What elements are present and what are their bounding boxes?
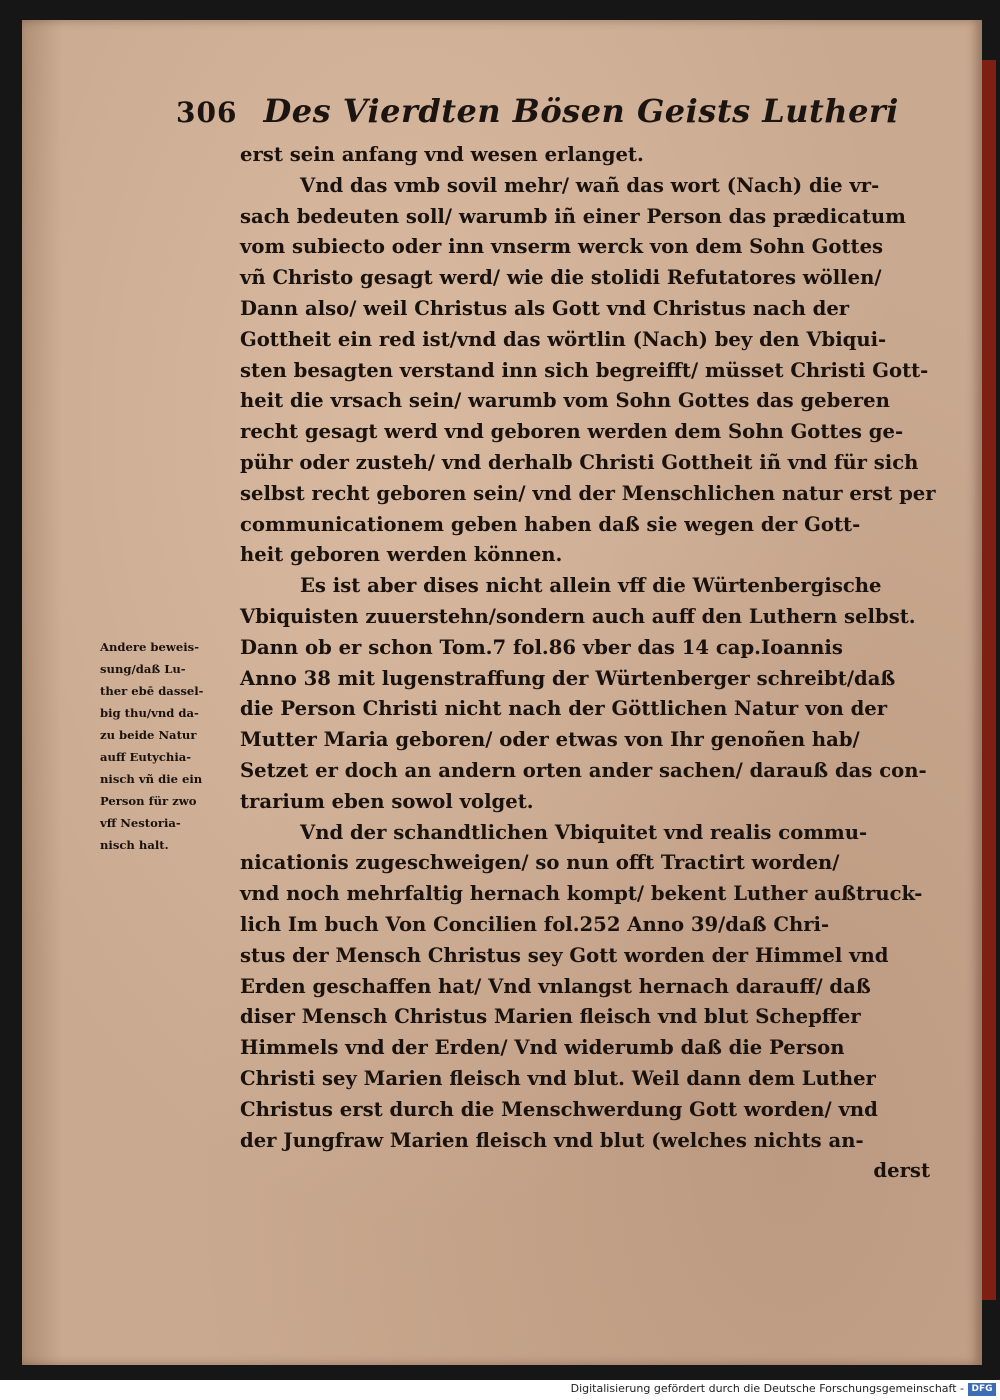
text-line: Setzet er doch an andern orten ander sachen/ darauß das con- <box>240 758 927 782</box>
text-line: stus der Mensch Christus sey Gott worden der Himmel vnd <box>240 943 889 967</box>
catchword: derst <box>873 1159 930 1183</box>
text-line: Vbiquisten zuuerstehn/sondern auch auff den Luthern selbst. <box>240 604 916 628</box>
margin-note-line: Person für zwo <box>100 794 197 808</box>
margin-note-line: sung/daß Lu- <box>100 662 186 676</box>
text-line: Himmels vnd der Erden/ Vnd widerumb daß die Person <box>240 1036 845 1060</box>
text-line: vnd noch mehrfaltig hernach kompt/ bekent Luther außtruck- <box>240 882 923 906</box>
text-line: trarium eben sowol volget. <box>240 789 534 813</box>
margin-note-line: Andere beweis- <box>100 640 200 654</box>
margin-note-line: nisch halt. <box>100 838 169 852</box>
text-line: Vnd der schandtlichen Vbiquitet vnd realis commu- <box>300 820 868 844</box>
text-line: Erden geschaffen hat/ Vnd vnlangst hernach darauff/ daß <box>240 974 871 998</box>
funding-credit: Digitalisierung gefördert durch die Deutsche Forschungsgemeinschaft - <box>570 1382 964 1395</box>
text-line: Dann also/ weil Christus als Gott vnd Christus nach der <box>240 296 850 320</box>
text-line: selbst recht geboren sein/ vnd der Menschlichen natur erst per <box>240 481 936 505</box>
text-line: sach bedeuten soll/ warumb iñ einer Person das prædicatum <box>240 204 906 228</box>
text-line: erst sein anfang vnd wesen erlanget. <box>240 143 644 166</box>
page-edge <box>982 60 996 1300</box>
margin-note-line: nisch vñ die ein <box>100 772 203 786</box>
margin-note <box>100 636 270 856</box>
text-line: Christi sey Marien fleisch vnd blut. Weil dann dem Luther <box>240 1066 876 1090</box>
page-header <box>176 92 899 136</box>
dfg-logo: DFG <box>968 1383 996 1396</box>
text-line: nicationis zugeschweigen/ so nun offt Tractirt worden/ <box>240 851 840 875</box>
margin-note-line: ther ebē dassel- <box>100 684 204 698</box>
footer-bar <box>0 1380 1000 1400</box>
text-line: Gottheit ein red ist/vnd das wörtlin (Nach) bey den Vbiqui- <box>240 327 887 351</box>
text-line: die Person Christi nicht nach der Göttlichen Natur von der <box>240 697 888 721</box>
text-line: vñ Christo gesagt werd/ wie die stolidi Refutatores wöllen/ <box>240 266 882 290</box>
text-line: recht gesagt werd vnd geboren werden dem Sohn Gottes ge- <box>240 420 904 444</box>
margin-note-line: zu beide Natur <box>100 728 197 742</box>
text-line: heit geboren werden können. <box>240 543 563 567</box>
running-title: Des Vierdten Bösen Geists Lutheri <box>263 92 899 130</box>
text-line: communicationem geben haben daß sie wegen der Gott- <box>240 512 861 536</box>
text-line: Vnd das vmb sovil mehr/ wañ das wort (Nach) die vr- <box>300 173 880 197</box>
margin-note-line: vff Nestoria- <box>100 816 181 830</box>
text-line: sten besagten verstand inn sich begreifft/ müsset Christi Gott- <box>240 358 929 382</box>
text-line: diser Mensch Christus Marien fleisch vnd blut Schepffer <box>240 1005 861 1029</box>
text-line: der Jungfraw Marien fleisch vnd blut (welches nichts an- <box>240 1128 864 1152</box>
text-line: heit die vrsach sein/ warumb vom Sohn Gottes das geberen <box>240 389 890 413</box>
page-number: 306 <box>176 96 238 129</box>
text-line: Mutter Maria geboren/ oder etwas von Ihr genoñen hab/ <box>240 728 860 752</box>
text-line: vom subiecto oder inn vnserm werck von dem Sohn Gottes <box>240 235 884 259</box>
margin-note-line: auff Eutychia- <box>100 750 192 764</box>
text-line: lich Im buch Von Concilien fol.252 Anno 39/daß Chri- <box>240 912 830 936</box>
text-line: Dann ob er schon Tom.7 fol.86 vber das 14 cap.Ioannis <box>240 635 843 659</box>
text-line: Christus erst durch die Menschwerdung Gott worden/ vnd <box>240 1097 878 1121</box>
text-line: Anno 38 mit lugenstraffung der Würtenberger schreibt/daß <box>240 666 896 690</box>
text-line: Es ist aber dises nicht allein vff die Würtenbergische <box>300 574 882 598</box>
text-line: pühr oder zusteh/ vnd derhalb Christi Gottheit iñ vnd für sich <box>240 450 919 474</box>
main-text-block <box>240 140 960 1187</box>
margin-note-line: big thu/vnd da- <box>100 706 199 720</box>
